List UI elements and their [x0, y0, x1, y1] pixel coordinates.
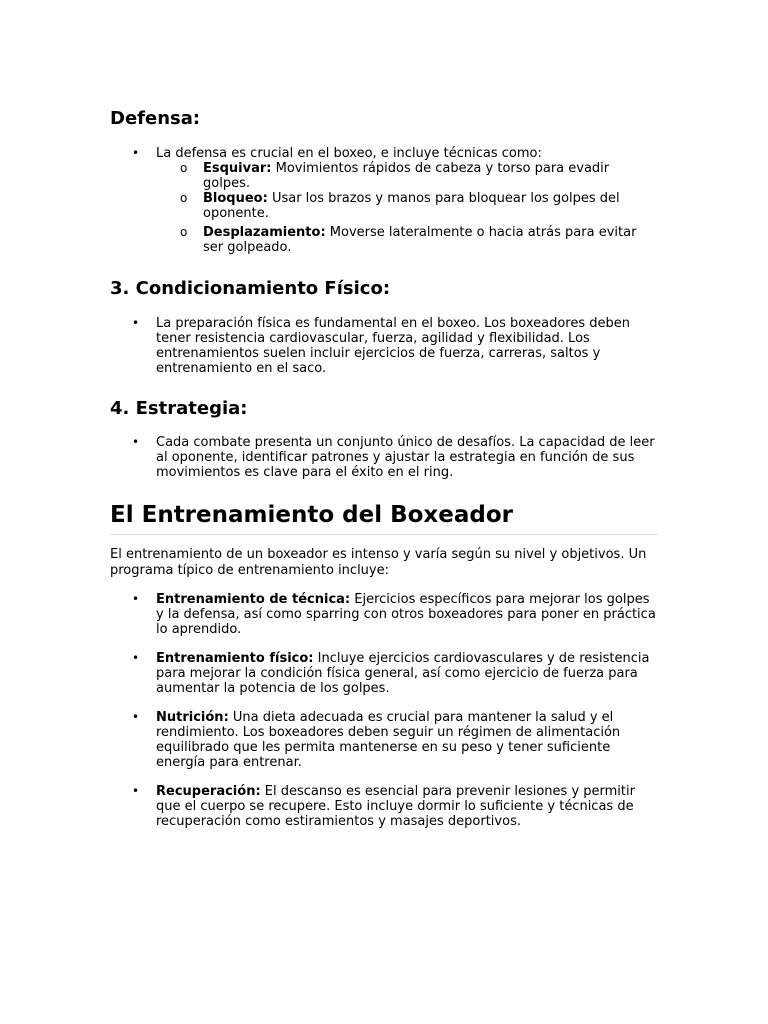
list-item — [110, 146, 658, 255]
defensa-list — [110, 146, 658, 255]
condicionamiento-heading: 3. Condicionamiento Físico: — [110, 278, 391, 299]
desc-desplazamiento: Moverse lateralmente o hacia atrás para evitar ser golpeado. — [203, 225, 637, 255]
term-nutricion: Nutrición: — [156, 710, 229, 725]
bullet-icon: • — [132, 316, 140, 330]
bullet-icon: • — [132, 592, 140, 606]
term-recuperacion: Recuperación: — [156, 784, 261, 799]
bullet-icon: • — [132, 435, 140, 449]
circle-bullet-icon: o — [180, 161, 188, 175]
bullet-icon: • — [132, 651, 140, 665]
entrenamiento-list — [110, 592, 658, 829]
defensa-heading: Defensa: — [110, 108, 201, 129]
bullet-icon: • — [132, 784, 140, 798]
list-item — [110, 316, 658, 376]
estrategia-list — [110, 435, 658, 480]
desc-tecnica: Ejercicios específicos para mejorar los golpes y la defensa, así como sparring con otros boxeadores para poner en práctica lo aprendido. — [156, 592, 656, 637]
defensa-sublist — [156, 161, 658, 255]
term-esquivar: Esquivar: — [203, 161, 272, 176]
list-item — [110, 592, 658, 637]
bullet-icon: • — [132, 146, 140, 160]
desc-nutricion: Una dieta adecuada es crucial para mantener la salud y el rendimiento. Los boxeadores deben seguir un régimen de alimentación equilibrado que les permita mantenerse en su peso y tener suficiente energía para entrenar. — [156, 710, 621, 770]
estrategia-heading: 4. Estrategia: — [110, 398, 248, 419]
condicionamiento-list — [110, 316, 658, 376]
desc-fisico: Incluye ejercicios cardiovasculares y de resistencia para mejorar la condición física general, así como ejercicio de fuerza para aumentar la potencia de los golpes. — [156, 651, 650, 696]
circle-bullet-icon: o — [180, 191, 188, 205]
sub-list-item — [156, 191, 658, 221]
list-item — [110, 784, 658, 829]
term-bloqueo: Bloqueo: — [203, 191, 268, 206]
condicionamiento-text: La preparación física es fundamental en el boxeo. Los boxeadores deben tener resistencia cardiovascular, fuerza, agilidad y flexibilidad. Los entrenamientos suelen incluir ejercicios de fuerza, carreras, saltos y entrenamiento en el saco. — [156, 316, 631, 376]
circle-bullet-icon: o — [180, 225, 188, 239]
list-item — [110, 651, 658, 696]
list-item — [110, 710, 658, 770]
term-desplazamiento: Desplazamiento: — [203, 225, 326, 240]
term-fisico: Entrenamiento físico: — [156, 651, 314, 666]
defensa-intro: La defensa es crucial en el boxeo, e incluye técnicas como: — [156, 146, 542, 161]
desc-bloqueo: Usar los brazos y manos para bloquear los golpes del oponente. — [203, 191, 620, 221]
desc-recuperacion: El descanso es esencial para prevenir lesiones y permitir que el cuerpo se recupere. Esto incluye dormir lo suficiente y técnicas de recuperación como estiramientos y masajes deportivos. — [156, 784, 635, 829]
entrenamiento-title: El Entrenamiento del Boxeador — [110, 501, 658, 535]
entrenamiento-intro: El entrenamiento de un boxeador es intenso y varía según su nivel y objetivos. Un programa típico de entrenamiento incluye: — [110, 547, 647, 578]
sub-list-item — [156, 161, 658, 191]
term-tecnica: Entrenamiento de técnica: — [156, 592, 351, 607]
bullet-icon: • — [132, 710, 140, 724]
estrategia-text: Cada combate presenta un conjunto único de desafíos. La capacidad de leer al oponente, identificar patrones y ajustar la estrategia en función de sus movimientos es clave para el éxito en el ring. — [156, 435, 655, 480]
sub-list-item — [156, 225, 658, 255]
desc-esquivar: Movimientos rápidos de cabeza y torso para evadir golpes. — [203, 161, 610, 191]
list-item — [110, 435, 658, 480]
